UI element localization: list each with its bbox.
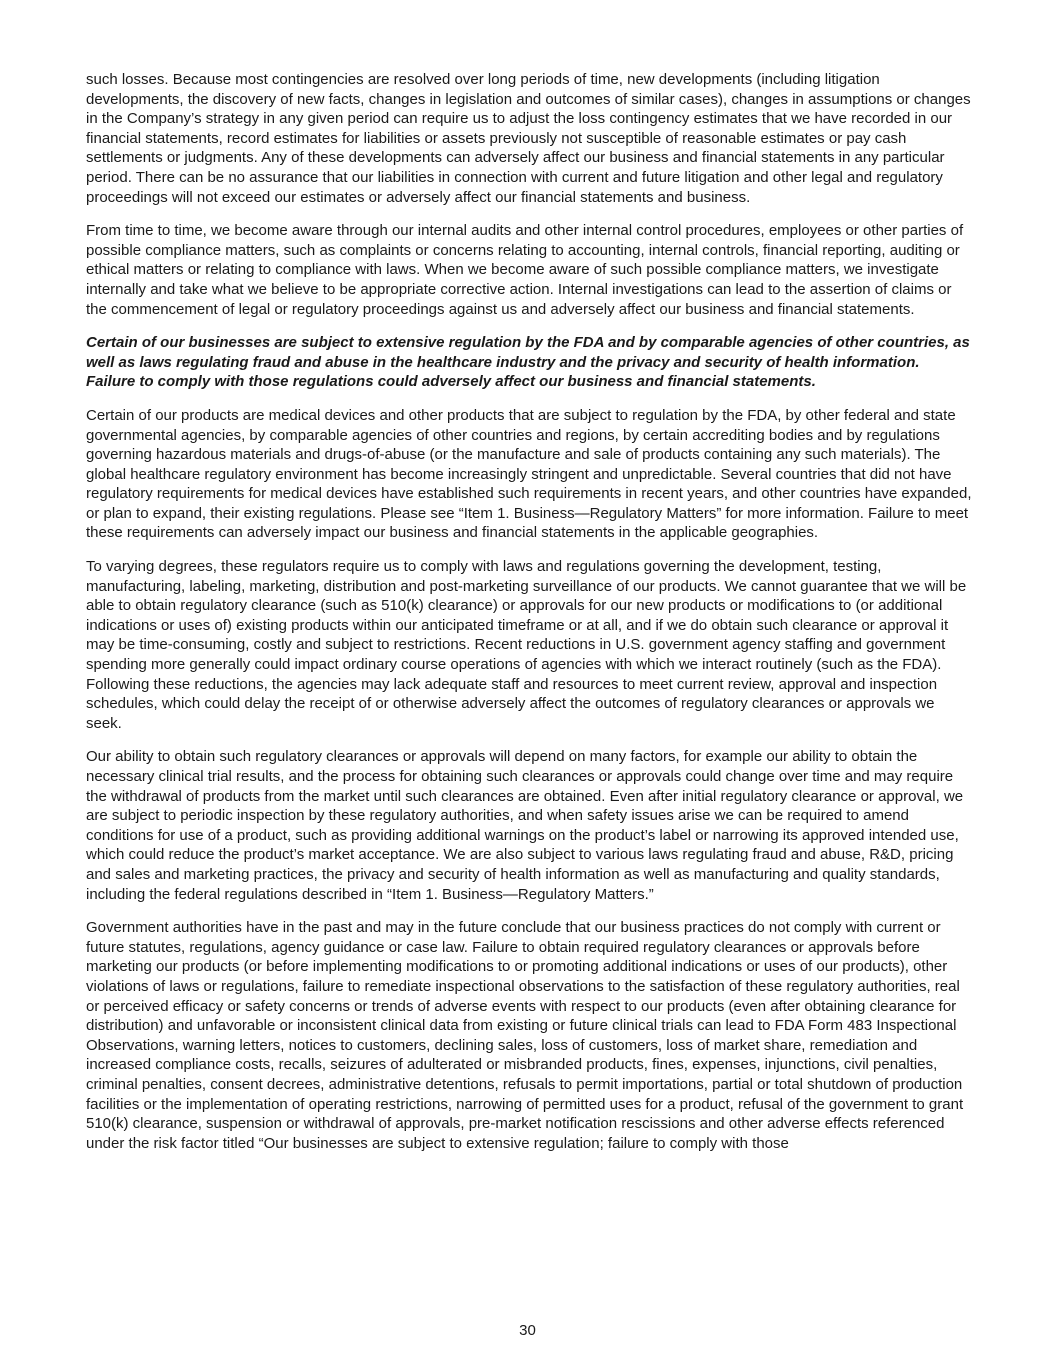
paragraph-medical-device-regulation: Certain of our products are medical devices and other products that are subject to regulation by the FDA, by other federal and state governmental agencies, by comparable agencies of other countries and regions, by certain accrediting bodies and by regulations governing hazardous materials and drugs-of-abuse (or the manufacture and sale of products containing any such materials). The global healthcare regulatory environment has become increasingly stringent and unpredictable. Several countries that did not have regulatory requirements for medical devices have established such requirements in recent years, and other countries have expanded, or plan to expand, their existing regulations. Please see “Item 1. Business—Regulatory Matters” for more information. Failure to meet these requirements can adversely impact our business and financial statements in the applicable geographies.	[86, 406, 972, 542]
paragraph-compliance-matters: From time to time, we become aware through our internal audits and other internal control procedures, employees or other parties of possible compliance matters, such as complaints or concerns relating to accounting, internal controls, financial reporting, auditing or ethical matters or relating to compliance with laws. When we become aware of such possible compliance matters, we investigate internally and take what we believe to be appropriate corrective action. Internal investigations can lead to the assertion of claims or the commencement of legal or regulatory proceedings against us and adversely affect our business and financial statements.	[86, 222, 964, 318]
paragraph-loss-contingencies: such losses. Because most contingencies are resolved over long periods of time, new developments (including litigation developments, the discovery of new facts, changes in legislation and outcomes of similar cases), changes in assumptions or changes in the Company’s strategy in any given period can require us to adjust the loss contingency estimates that we have recorded in our financial statements, record estimates for liabilities or assets previously not susceptible of reasonable estimates or pay cash settlements or judgments. Any of these developments can adversely affect our business and financial statements in any particular period. There can be no assurance that our liabilities in connection with current and future litigation and other legal and regulatory proceedings will not exceed our estimates or adversely affect our financial statements and business.	[86, 71, 971, 206]
document-page	[86, 70, 972, 1167]
paragraph-regulatory-clearance: To varying degrees, these regulators require us to comply with laws and regulations governing the development, testing, manufacturing, labeling, marketing, distribution and post-marketing surveillance of our products. We cannot guarantee that we will be able to obtain regulatory clearance (such as 510(k) clearance) or approvals for our new products or modifications to (or additional indications or uses of) existing products within our anticipated timeframe or at all, and if we do obtain such clearance or approval it may be time-consuming, costly and subject to restrictions. Recent reductions in U.S. government agency staffing and government spending more generally could impact ordinary course operations of agencies with which we interact routinely (such as the FDA). Following these reductions, the agencies may lack adequate staff and resources to meet current review, approval and inspection schedules, which could delay the receipt of or otherwise adversely affect the outcomes of regulatory clearances or approvals we seek.	[86, 558, 967, 732]
page-number: 30	[519, 1322, 536, 1339]
risk-factor-heading: Certain of our businesses are subject to extensive regulation by the FDA and by comparable agencies of other countries, as well as laws regulating fraud and abuse in the healthcare industry and the privacy and security of health information. Failure to comply with those regulations could adversely affect our business and financial statements.	[86, 334, 970, 391]
paragraph-government-authorities: Government authorities have in the past and may in the future conclude that our business practices do not comply with current or future statutes, regulations, agency guidance or case law. Failure to obtain required regulatory clearances or approvals before marketing our products (or before implementing modifications to or promoting additional indications or uses of our products), other violations of laws or regulations, failure to remediate inspectional observations to the satisfaction of these regulatory authorities, real or perceived efficacy or safety concerns or trends of adverse events with respect to our products (even after obtaining clearance for distribution) and unfavorable or inconsistent clinical data from existing or future clinical trials can lead to FDA Form 483 Inspectional Observations, warning letters, notices to customers, declining sales, loss of customers, loss of market share, remediation and increased compliance costs, recalls, seizures of adulterated or misbranded products, fines, expenses, injunctions, civil penalties, criminal penalties, consent decrees, administrative detentions, refusals to permit importations, partial or total shutdown of production facilities or the implementation of operating restrictions, narrowing of permitted uses for a product, refusal of the government to grant 510(k) clearance, suspension or withdrawal of approvals, pre-market notification rescissions and other adverse effects referenced under the risk factor titled “Our businesses are subject to extensive regulation; failure to comply with those	[86, 919, 964, 1152]
paragraph-clearance-factors: Our ability to obtain such regulatory clearances or approvals will depend on many factors, for example our ability to obtain the necessary clinical trial results, and the process for obtaining such clearances or approvals could change over time and may require the withdrawal of products from the market until such clearances are obtained. Even after initial regulatory clearance or approval, we are subject to periodic inspection by these regulatory authorities, and when safety issues arise we can be required to amend conditions for use of a product, such as providing additional warnings on the product’s label or narrowing its approved intended use, which could reduce the product’s market acceptance. We are also subject to various laws regulating fraud and abuse, R&D, pricing and sales and marketing practices, the privacy and security of health information as well as manufacturing and quality standards, including the federal regulations described in “Item 1. Business—Regulatory Matters.”	[86, 748, 964, 903]
